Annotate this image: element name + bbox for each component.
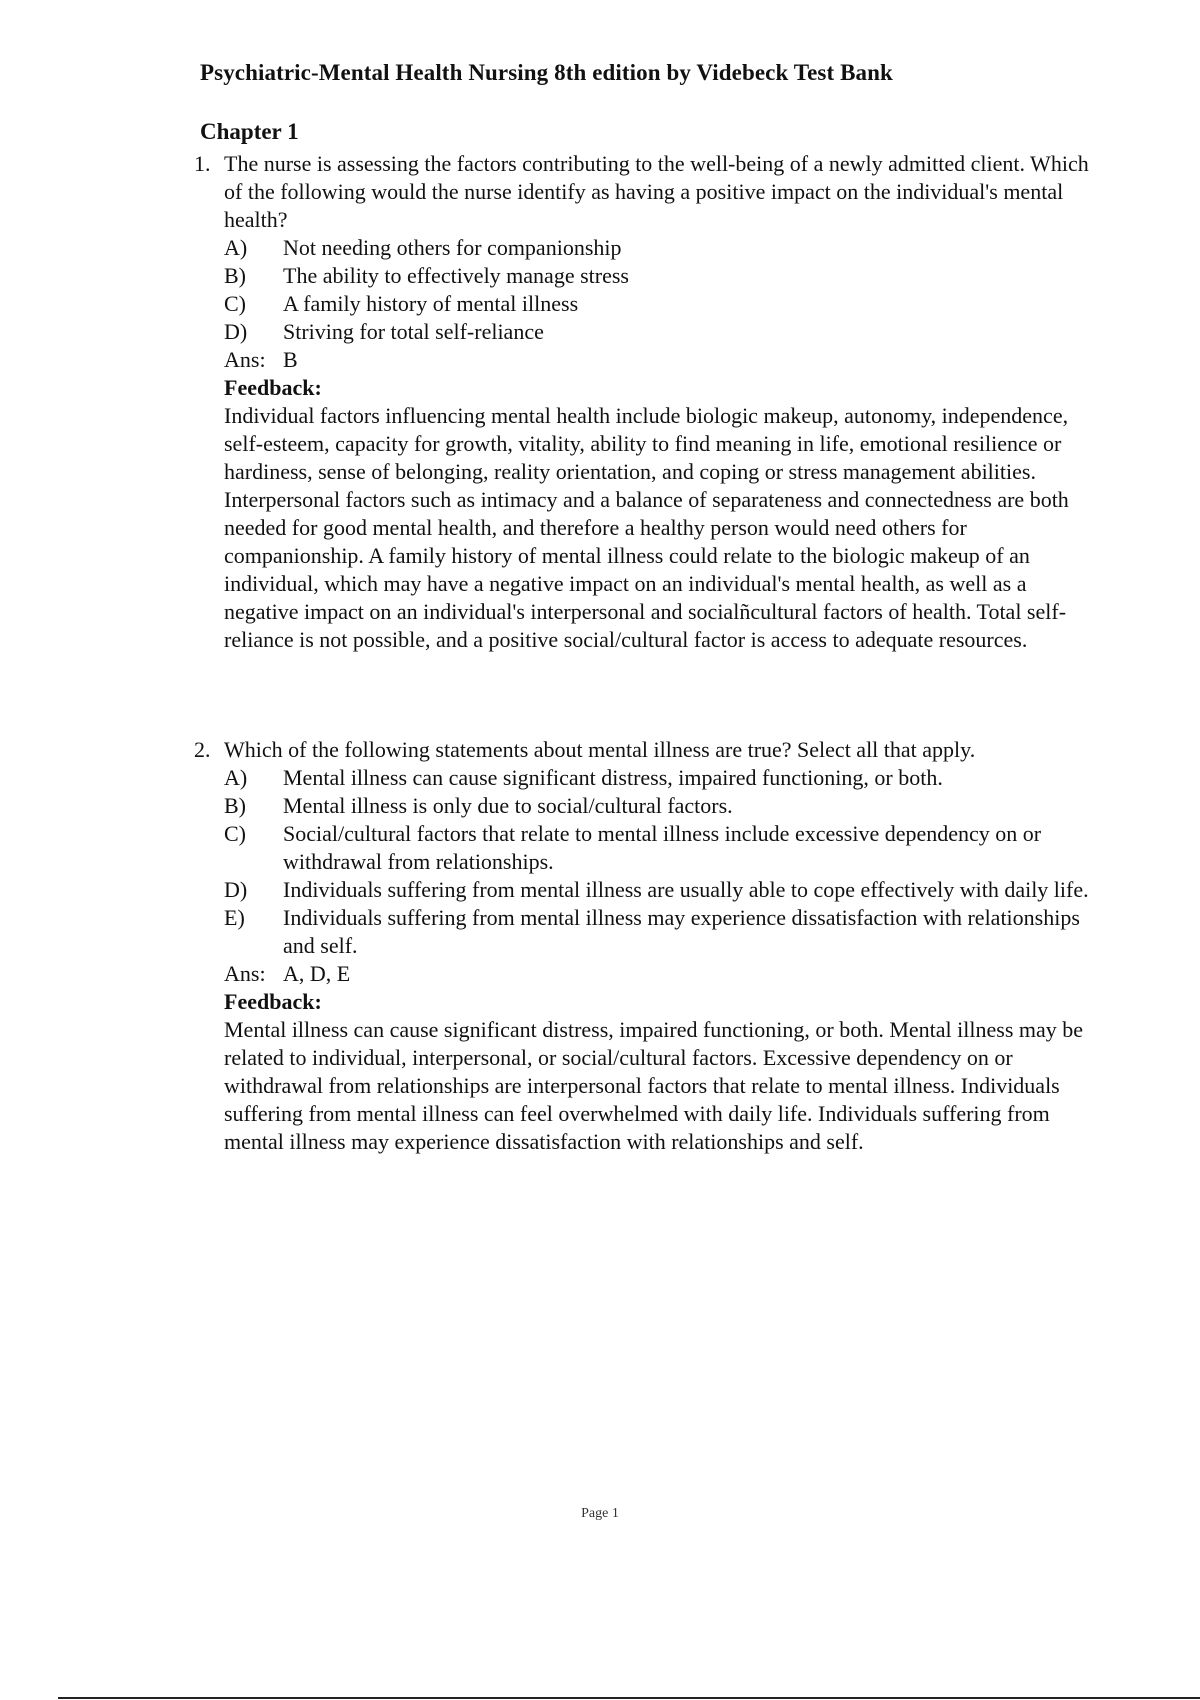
feedback-text: Mental illness can cause significant distress, impaired functioning, or both. Mental illness may be related to individual, interpersonal, or social/cultural factors. Excessive dependency on or withdrawal from relationships are interpersonal factors that relate to mental illness. Individuals suffering from mental illness can feel overwhelmed with daily life. Individuals suffering from mental illness may experience dissatisfaction with relationships and self. — [224, 1017, 1084, 1154]
question-text: The nurse is assessing the factors contributing to the well-being of a newly admitted client. Which of the following would the nurse identify as having a positive impact on the individual's mental health? — [224, 151, 1089, 232]
page-number: Page 1 — [581, 1506, 619, 1521]
option-text: The ability to effectively manage stress — [283, 263, 629, 288]
option-letter: B) — [224, 793, 246, 818]
document-title: Psychiatric-Mental Health Nursing 8th edition by Videbeck Test Bank — [200, 60, 893, 85]
option-d — [224, 876, 1094, 904]
option-text: Individuals suffering from mental illness may experience dissatisfaction with relationships and self. — [283, 905, 1080, 958]
answer-value: B — [283, 347, 298, 372]
chapter-heading: Chapter 1 — [200, 119, 299, 144]
question-text: Which of the following statements about mental illness are true? Select all that apply. — [224, 737, 976, 762]
option-text: A family history of mental illness — [283, 291, 579, 316]
option-a — [224, 764, 1094, 792]
option-b — [224, 262, 1094, 290]
option-letter: D) — [224, 877, 248, 902]
option-letter: C) — [224, 821, 246, 846]
feedback-label: Feedback: — [224, 375, 322, 400]
option-letter: A) — [224, 765, 248, 790]
option-text: Striving for total self-reliance — [283, 319, 544, 344]
question-stem — [194, 150, 1094, 234]
option-text: Individuals suffering from mental illness are usually able to cope effectively with daily life. — [283, 877, 1089, 902]
answer-line — [224, 346, 1094, 374]
answer-label: Ans: — [224, 961, 266, 986]
feedback-text: Individual factors influencing mental health include biologic makeup, autonomy, independence, self-esteem, capacity for growth, vitality, ability to find meaning in life, emotional resilience or hardiness, sense of belonging, reality orientation, and coping or stress management abilities. Interpersonal factors such as intimacy and a balance of separateness and connectedness are both needed for good mental health, and therefore a healthy person would need others for companionship. A family history of mental illness could relate to the biologic makeup of an individual, which may have a negative impact on an individual's mental health, as well as a negative impact on an individual's interpersonal and socialñcultural factors of health. Total self-reliance is not possible, and a positive social/cultural factor is access to adequate resources. — [224, 403, 1069, 652]
question-2 — [194, 736, 1094, 1156]
feedback-label: Feedback: — [224, 989, 322, 1014]
option-text: Mental illness is only due to social/cultural factors. — [283, 793, 733, 818]
page-bottom-divider — [58, 1697, 1200, 1699]
answer-line — [224, 960, 1094, 988]
answer-options — [224, 764, 1094, 960]
option-c — [224, 290, 1094, 318]
answer-value: A, D, E — [283, 961, 351, 986]
option-text: Social/cultural factors that relate to mental illness include excessive dependency on or withdrawal from relationships. — [283, 821, 1042, 874]
option-text: Mental illness can cause significant distress, impaired functioning, or both. — [283, 765, 943, 790]
option-letter: E) — [224, 905, 245, 930]
question-stem — [194, 736, 1094, 764]
option-letter: B) — [224, 263, 246, 288]
option-c — [224, 820, 1094, 876]
option-letter: C) — [224, 291, 246, 316]
option-d — [224, 318, 1094, 346]
option-letter: D) — [224, 319, 248, 344]
option-e — [224, 904, 1094, 960]
question-1 — [194, 150, 1094, 654]
option-letter: A) — [224, 235, 248, 260]
question-number: 2. — [194, 737, 211, 762]
question-number: 1. — [194, 151, 211, 176]
answer-label: Ans: — [224, 347, 266, 372]
answer-options — [224, 234, 1094, 346]
option-a — [224, 234, 1094, 262]
option-text: Not needing others for companionship — [283, 235, 622, 260]
option-b — [224, 792, 1094, 820]
